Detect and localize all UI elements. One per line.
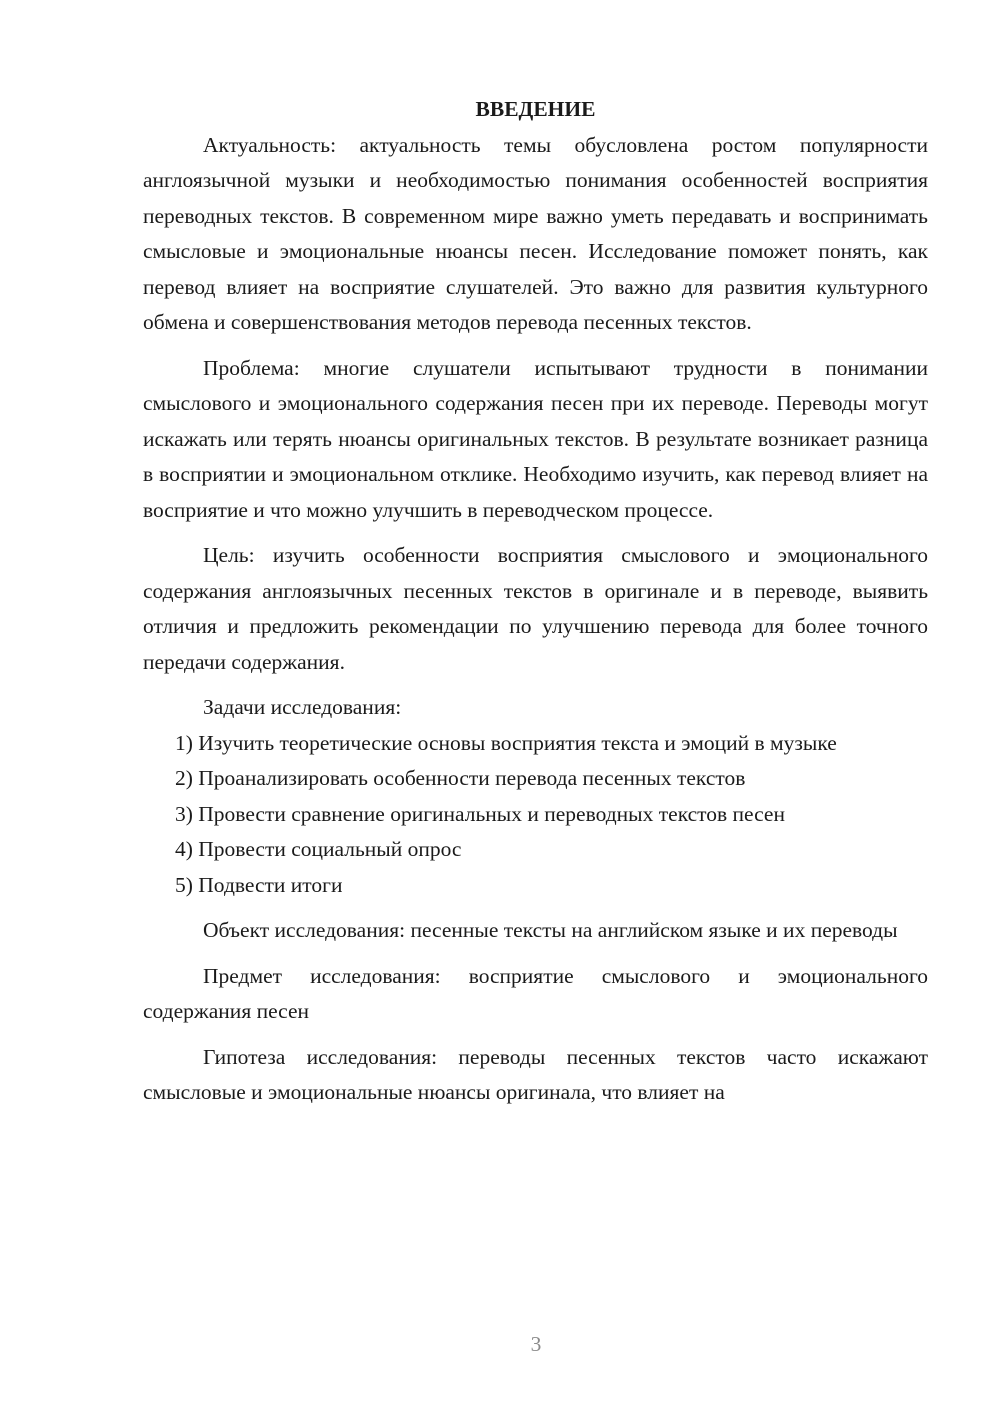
section-title: ВВЕДЕНИЕ xyxy=(475,97,596,121)
document-page xyxy=(143,92,928,1111)
object-paragraph: Объект исследования: песенные тексты на английском языке и их переводы xyxy=(203,918,898,942)
task-item-5: 5) Подвести итоги xyxy=(175,872,343,897)
subject-paragraph: Предмет исследования: восприятие смыслового и эмоционального содержания песен xyxy=(143,963,928,1023)
relevance-paragraph: Актуальность: актуальность темы обусловлена ростом популярности англоязычной музыки и необходимостью понимания особенностей восприятия переводных текстов. В современном мире важно уметь передавать и воспринимать смысловые и эмоциональные нюансы песен. Исследование поможет понять, как перевод влияет на восприятие слушателей. Это важно для развития культурного обмена и совершенствования методов перевода песенных текстов. xyxy=(143,132,928,334)
task-item-3: 3) Провести сравнение оригинальных и переводных текстов песен xyxy=(175,801,785,826)
hypothesis-paragraph: Гипотеза исследования: переводы песенных текстов часто искажают смысловые и эмоциональные нюансы оригинала, что влияет на xyxy=(143,1044,928,1104)
problem-paragraph: Проблема: многие слушатели испытывают трудности в понимании смыслового и эмоционального содержания песен при их переводе. Переводы могут искажать или терять нюансы оригинальных текстов. В результате возникает разница в восприятии и эмоциональном отклике. Необходимо изучить, как перевод влияет на восприятие и что можно улучшить в переводческом процессе. xyxy=(143,355,928,522)
task-item-4: 4) Провести социальный опрос xyxy=(175,837,462,861)
task-item-1: 1) Изучить теоретические основы восприятия текста и эмоций в музыке xyxy=(175,730,837,755)
task-item-2: 2) Проанализировать особенности перевода песенных текстов xyxy=(175,766,746,790)
tasks-heading: Задачи исследования: xyxy=(203,695,402,719)
page-number: 3 xyxy=(530,1332,542,1356)
goal-paragraph: Цель: изучить особенности восприятия смыслового и эмоционального содержания англоязычных песенных текстов в оригинале и в переводе, выявить отличия и предложить рекомендации по улучшению перевода для более точного передачи содержания. xyxy=(143,543,928,674)
